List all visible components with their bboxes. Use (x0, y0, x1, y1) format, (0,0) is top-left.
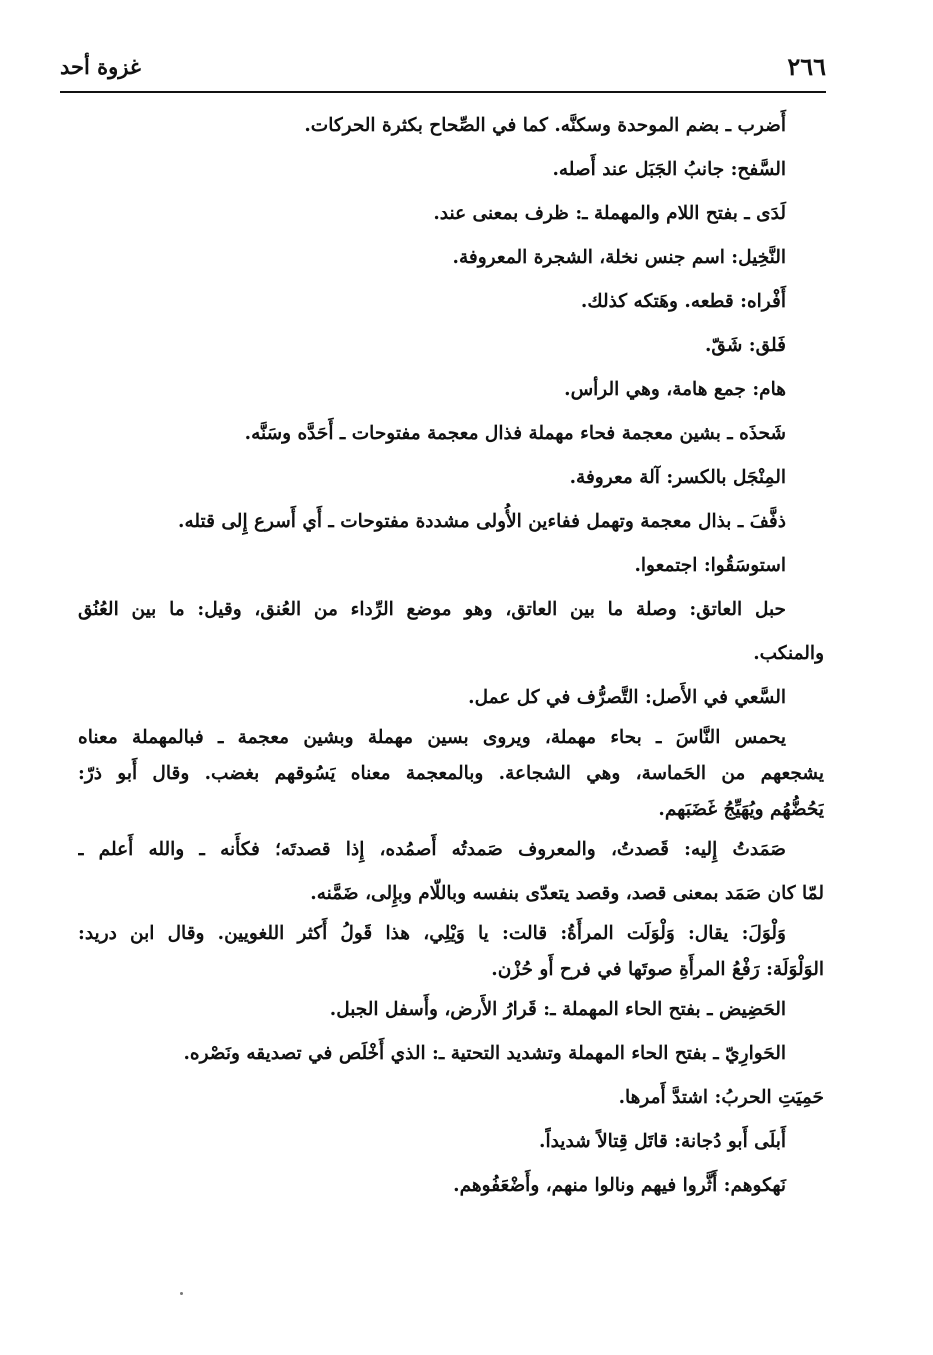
text-line: نَهكوهم: أَثَّروا فيهم ونالوا منهم، وأَضْعَفُوهم. (453, 1175, 786, 1196)
text-line: لَدَى ـ بفتح اللام والمهملة ـ: ظرف بمعنى عند. (433, 203, 786, 224)
chapter-title: غزوة أحد (60, 54, 141, 79)
text-line: النَّخِيل: اسم جنس نخلة، الشجرة المعروفة. (452, 247, 786, 268)
text-line: هام: جمع هامة، وهي الرأس. (564, 379, 786, 400)
text-line: شَحذَه ـ بشين معجمة فحاء مهملة فذال معجمة مفتوحات ـ أَحَدَّه وسَنَّه. (244, 423, 786, 444)
running-header (60, 52, 826, 86)
print-speck (180, 1292, 183, 1295)
text-line: ذفَّفَ ـ بذال معجمة وتهمل ففاءين الأُولى مشددة مفتوحات ـ أَي أَسرع إِلى قتله. (178, 511, 786, 532)
text-line: يحمس النَّاسَ ـ بحاء مهملة، ويروى بسين مهملة وبشين معجمة ـ فبالمهملة معناه (78, 727, 786, 748)
text-line: حَمِيَتِ الحربُ: اشتدَّ أَمرها. (618, 1087, 824, 1108)
text-line: السَّعي في الأَصل: التَّصرُّف في كل عمل. (468, 687, 786, 708)
glossary-text (78, 104, 824, 1208)
text-line: المِنْجَل بالكسر: آلة معروفة. (569, 467, 786, 488)
header-rule (60, 91, 826, 93)
text-line: فَلق: شَقّ. (704, 335, 786, 356)
text-line: أَضرب ـ بضم الموحدة وسكنَّه. كما في الصِّحاح بكثرة الحركات. (304, 115, 786, 136)
text-line: الحَوارِيّ ـ بفتح الحاء المهملة وتشديد التحتية ـ: الذي أَخْلَص في تصديقه ونَصْره. (183, 1043, 786, 1064)
text-line: السَّفح: جانبُ الجَبَل عند أَصله. (552, 159, 786, 180)
text-line: أَفْراه: قطعه. وهَتكه كذلك. (580, 291, 786, 312)
text-line: حبل العاتق: وصلة ما بين العاتق، وهو موضع الرِّداء من العُنق، وقيل: ما بين العُنُق (78, 599, 786, 620)
text-line: وَلْوَلَ: يقال: وَلْوَلَت المرأَةُ: قالت: يا وَيْلِي، هذا قَولُ أَكثر اللغويين. وقال ابن دريد: (78, 923, 786, 944)
text-line: والمنكب. (753, 643, 824, 664)
text-line: يَحُضُّهُم ويُهَيِّجُ غَضَبَهم. (658, 799, 824, 820)
page-number: ٢٦٦ (787, 52, 826, 81)
text-line: يشجعهم من الحَماسة، وهي الشجاعة. وبالمعجمة معناه يَسُوقهم بغضب. وقال أَبو ذرّ: (78, 763, 824, 784)
text-line: أَبلَى أَبو دُجانة: قاتَل قِتالاً شديداً. (539, 1131, 786, 1152)
text-line: لمّا كان صَمَد بمعنى قصد، وقصد يتعدّى بنفسه وباللّام وبإِلى، ضَمَّنه. (310, 883, 824, 904)
text-line: استوسَقُوا: اجتمعوا. (634, 555, 786, 576)
text-line: صَمَدتُ إِليه: قَصدتُ، والمعروف صَمدتُه أَصمُده، إِذا قصدتَه؛ فكأَنه ـ والله أَعلم ـ (78, 839, 786, 860)
text-line: الوَلْوَلَة: رَفْعُ المرأَةِ صوتَها في فرح أَو حُزْن. (491, 959, 824, 980)
text-line: الحَضِيض ـ بفتح الحاء المهملة ـ: قَرارُ الأَرض، وأَسفل الجبل. (329, 999, 786, 1020)
